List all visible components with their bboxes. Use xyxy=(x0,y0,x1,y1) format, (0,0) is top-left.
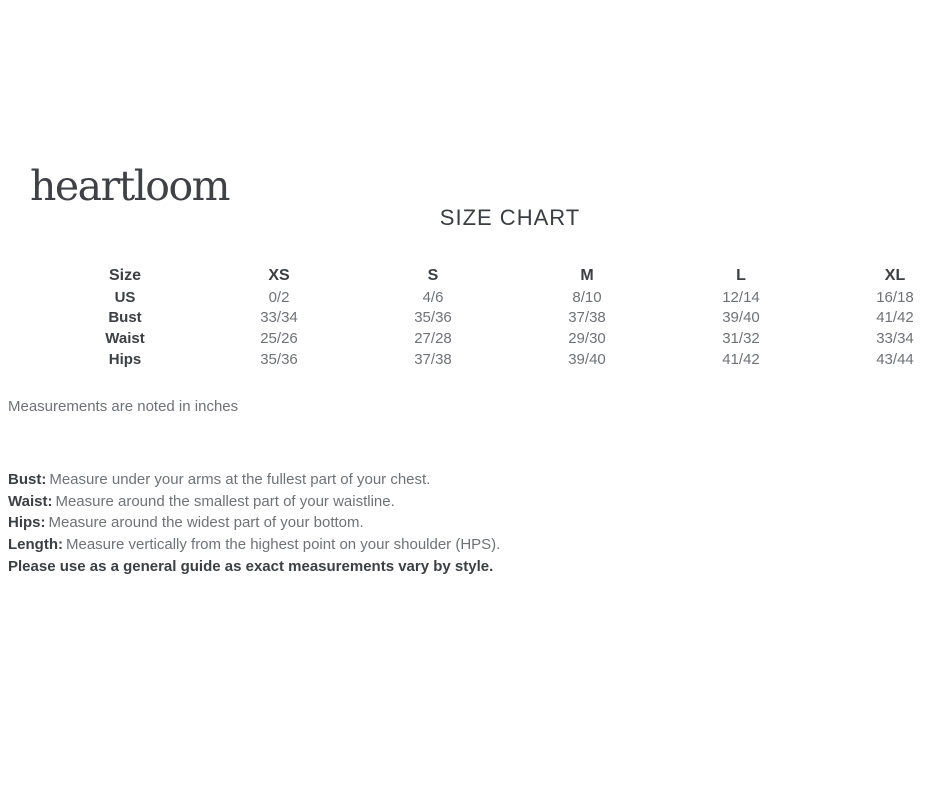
guide-label-bust: Bust: xyxy=(8,471,47,488)
cell-waist-xl: 33/34 xyxy=(876,330,914,348)
guide-line-waist xyxy=(8,491,500,513)
cell-hips-s: 37/38 xyxy=(414,351,452,369)
cell-bust-xl: 41/42 xyxy=(876,309,914,327)
guide-line-hips xyxy=(8,512,500,534)
page-title: SIZE CHART xyxy=(439,205,581,230)
row-label-us: US xyxy=(114,288,136,306)
cell-waist-s: 27/28 xyxy=(414,330,452,348)
cell-us-xl: 16/18 xyxy=(876,288,914,306)
cell-hips-xl: 43/44 xyxy=(876,351,914,369)
row-label-waist: Waist xyxy=(105,330,145,348)
cell-waist-l: 31/32 xyxy=(722,330,760,348)
cell-bust-l: 39/40 xyxy=(722,309,760,327)
guide-text-waist: Measure around the smallest part of your waistline. xyxy=(55,492,395,510)
measurement-guide xyxy=(8,469,500,578)
cell-waist-m: 29/30 xyxy=(568,330,606,348)
guide-label-hips: Hips: xyxy=(8,514,46,532)
column-header-xs: XS xyxy=(268,267,290,285)
cell-bust-s: 35/36 xyxy=(414,309,452,327)
cell-hips-l: 41/42 xyxy=(722,351,760,369)
guide-text-length: Measure vertically from the highest point on your shoulder (HPS). xyxy=(65,536,501,554)
column-header-s: S xyxy=(427,267,439,285)
cell-bust-m: 37/38 xyxy=(568,309,606,327)
units-note: Measurements are noted in inches xyxy=(8,398,239,415)
table-row-waist xyxy=(48,328,940,349)
guide-text-bust: Measure under your arms at the fullest part of your chest. xyxy=(49,471,431,488)
cell-waist-xs: 25/26 xyxy=(260,330,298,348)
cell-bust-xs: 33/34 xyxy=(260,309,298,327)
table-row-us xyxy=(48,287,940,308)
size-chart-table xyxy=(48,266,940,370)
guide-line-bust xyxy=(8,469,500,491)
cell-hips-xs: 35/36 xyxy=(260,351,298,369)
guide-label-waist: Waist: xyxy=(8,492,53,510)
brand-logo: heartloom xyxy=(30,162,230,210)
guide-disclaimer: Please use as a general guide as exact measurements vary by style. xyxy=(8,557,494,575)
column-header-xl: XL xyxy=(884,267,906,285)
column-header-m: M xyxy=(580,267,594,285)
table-row-bust xyxy=(48,308,940,329)
row-label-hips: Hips xyxy=(108,351,142,369)
guide-label-length: Length: xyxy=(8,536,63,554)
column-header-l: L xyxy=(736,267,746,285)
cell-hips-m: 39/40 xyxy=(568,351,606,369)
cell-us-s: 4/6 xyxy=(422,288,444,306)
cell-us-l: 12/14 xyxy=(722,288,760,306)
cell-us-xs: 0/2 xyxy=(268,288,290,306)
column-header-size: Size xyxy=(108,267,141,285)
guide-text-hips: Measure around the widest part of your bottom. xyxy=(48,514,364,532)
guide-line-length xyxy=(8,534,500,556)
size-chart-header-row xyxy=(48,266,940,287)
table-row-hips xyxy=(48,349,940,370)
row-label-bust: Bust xyxy=(108,309,142,327)
cell-us-m: 8/10 xyxy=(572,288,602,306)
